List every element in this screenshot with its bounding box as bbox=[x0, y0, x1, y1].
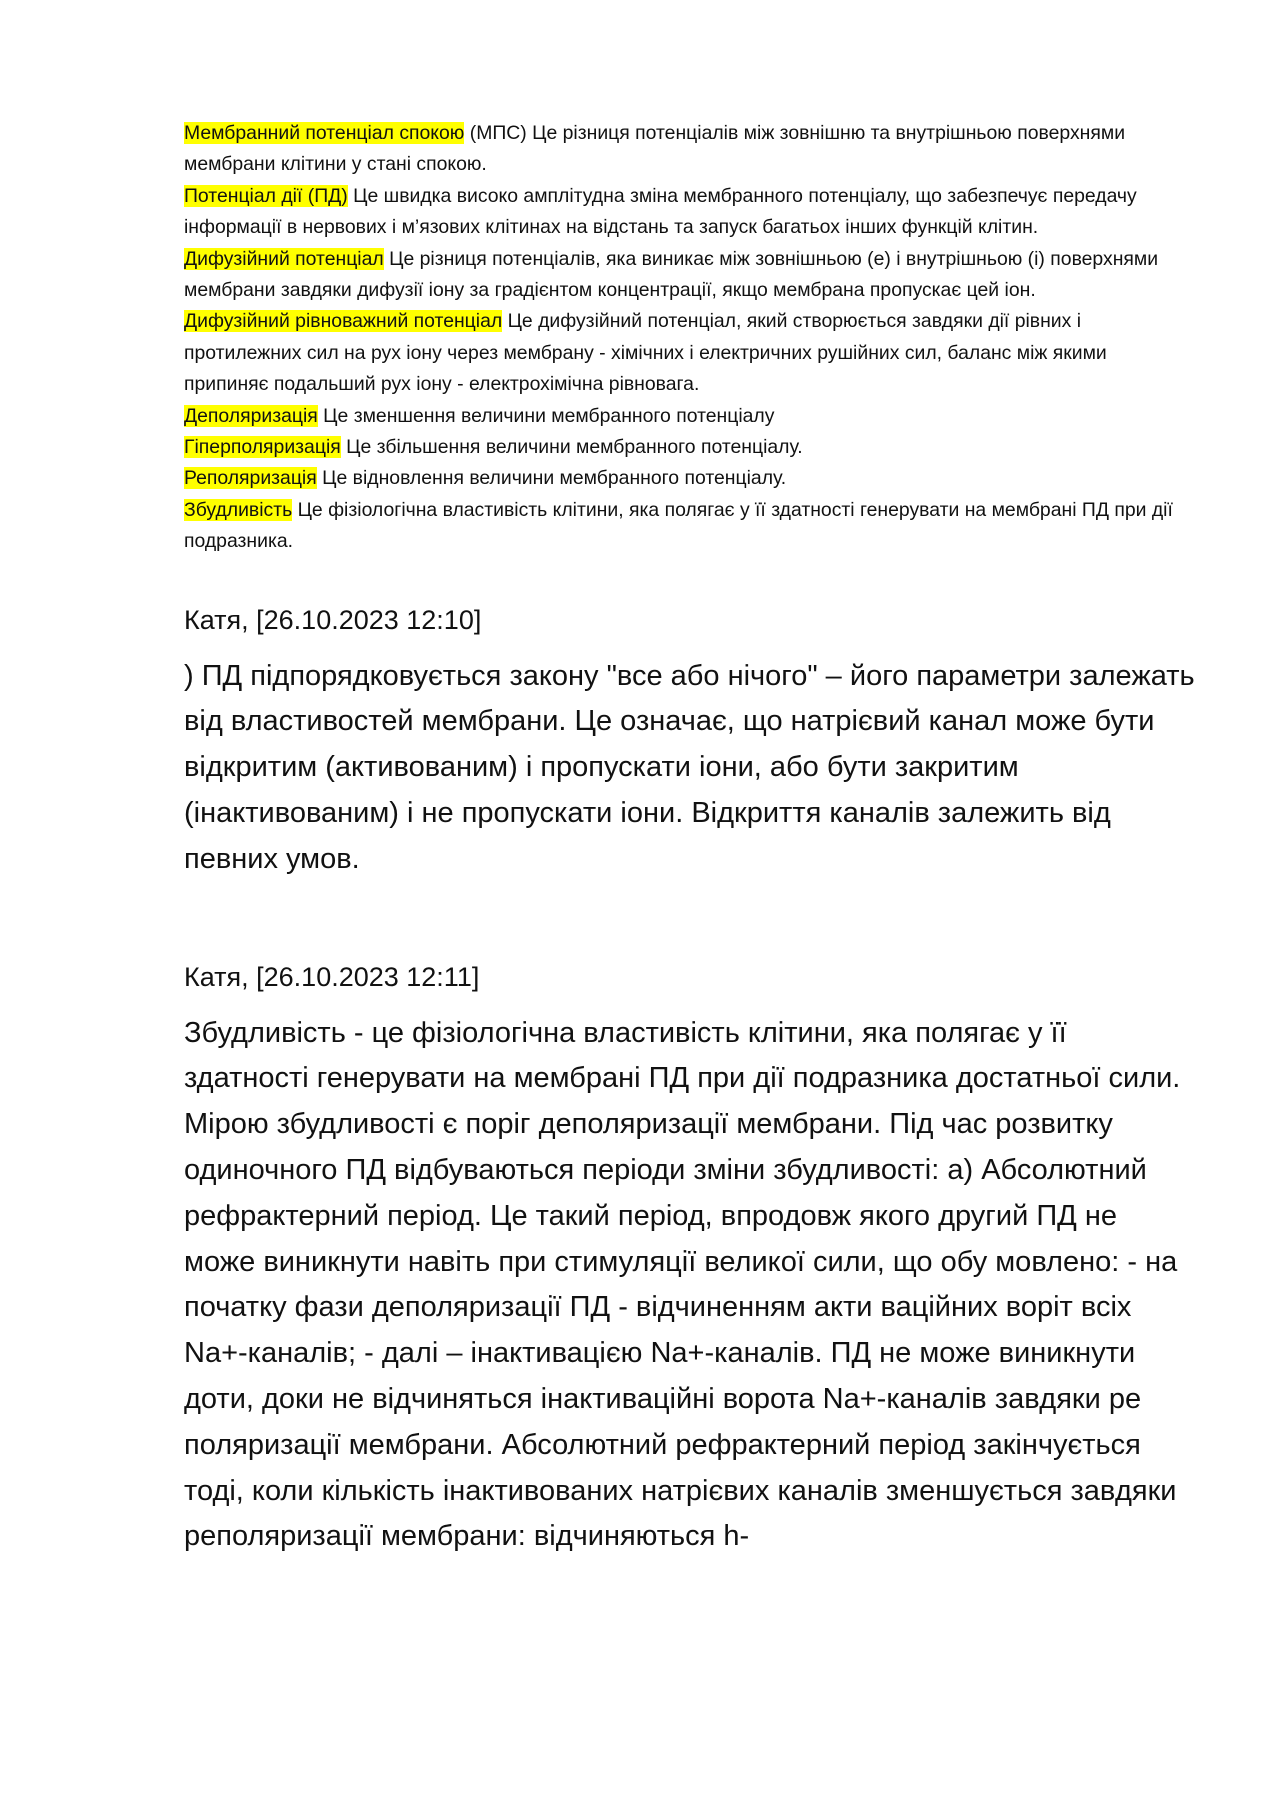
definition-term: Гіперполяризація bbox=[184, 436, 341, 459]
message-body: Збудливість - це фізіологічна властивість клітини, яка полягає у її здатності генерувати на мембрані ПД при дії подразника достатньої сили. Мірою збудливості є поріг деполяризації мембрани. Під час розвитку одиночного ПД відбуваються періоди зміни збудливості: а) Абсолютний рефрактерний період. Це такий період, впродовж якого другий ПД не може виникнути навіть при стимуляції великої сили, що обу мовлено: - на початку фази деполяризації ПД - відчиненням акти ваційних воріт всіх Na+-каналів; - далі – інактивацією Na+-каналів. ПД не може виникнути доти, доки не відчиняться інактиваційні ворота Na+-каналів завдяки ре поляризації мембрани. Абсолютний рефрактерний період закінчується тоді, коли кількість інактивованих натрієвих каналів зменшується завдяки реполяризації мембрани: відчиняються h- bbox=[184, 1016, 1181, 1553]
definitions-list bbox=[184, 118, 1196, 558]
definition-item bbox=[184, 181, 1196, 244]
definition-item bbox=[184, 401, 1196, 432]
definition-item bbox=[184, 463, 1196, 494]
definition-term: Потенціал дії (ПД) bbox=[184, 184, 348, 207]
definition-term: Збудливість bbox=[184, 498, 293, 521]
definition-item bbox=[184, 495, 1196, 558]
definition-item bbox=[184, 244, 1196, 307]
definition-text: Це різниця потенціалів, яка виникає між зовнішньою (е) і внутрішньою (і) поверхнями мембрани завдяки дифузії іону за градієнтом концентрації, якщо мембрана пропускає цей іон. bbox=[184, 247, 1159, 302]
definition-text: Це відновлення величини мембранного потенціалу. bbox=[316, 467, 787, 490]
definition-text: Це швидка високо амплітудна зміна мембранного потенціалу, що забезпечує передачу інформації в нервових і м’язових клітинах на відстань та запуск багатьох інших функцій клітин. bbox=[184, 184, 1137, 239]
definition-item bbox=[184, 432, 1196, 463]
document-page bbox=[184, 118, 1196, 1560]
definition-term: Дифузійний рівноважний потенціал bbox=[184, 310, 503, 333]
definition-text: Це фізіологічна властивість клітини, яка полягає у її здатності генерувати на мембрані ПД при дії подразника. bbox=[184, 498, 1173, 553]
definition-text: Це дифузійний потенціал, який створюється завдяки дії рівних і протилежних сил на рух іону через мембрану - хімічних і електричних рушійних сил, баланс між якими припиняє подальший рух іону - електрохімічна рівновага. bbox=[184, 310, 1107, 396]
definition-term: Реполяризація bbox=[184, 467, 317, 490]
definition-term: Дифузійний потенціал bbox=[184, 247, 384, 270]
message-body: ) ПД підпорядковується закону "все або нічого" – його параметри залежать від властивостей мембрани. Це означає, що натрієвий канал може бути відкритим (активованим) і пропускати іони, або бути закритим (інактивованим) і не пропускати іони. Відкриття каналів залежить від певних умов. bbox=[184, 659, 1195, 875]
definition-text: Це збільшення величини мембранного потенціалу. bbox=[340, 436, 803, 459]
definition-item bbox=[184, 306, 1196, 400]
message-header: Катя, [26.10.2023 12:11] bbox=[184, 961, 480, 992]
definition-term: Деполяризація bbox=[184, 404, 318, 427]
message-header: Катя, [26.10.2023 12:10] bbox=[184, 604, 482, 635]
definition-text: (МПС) Це різниця потенціалів між зовнішню та внутрішньою поверхнями мембрани клітини у стані спокою. bbox=[184, 122, 1126, 176]
definition-text: Це зменшення величини мембранного потенціалу bbox=[317, 404, 775, 427]
definition-item bbox=[184, 118, 1196, 181]
definition-term: Мембранний потенціал спокою bbox=[184, 122, 465, 144]
